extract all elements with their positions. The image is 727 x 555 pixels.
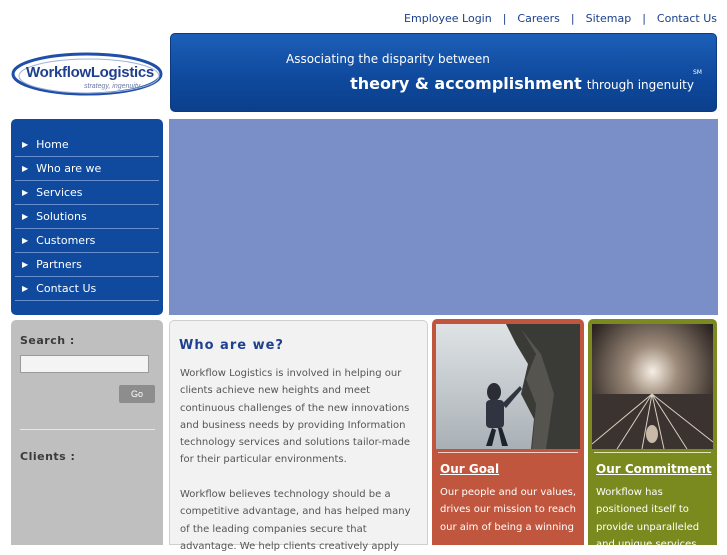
sidebar-item-services[interactable] — [15, 181, 159, 205]
banner-line-2 — [350, 74, 694, 93]
nav-separator: | — [642, 12, 646, 25]
our-commitment-link[interactable]: Our Commitment — [596, 462, 712, 476]
hero-image-area — [169, 119, 718, 315]
sidebar-item-customers[interactable] — [15, 229, 159, 253]
sidebar-item-who-are-we[interactable] — [15, 157, 159, 181]
sidebar-item-label: Contact Us — [36, 282, 97, 295]
go-button[interactable]: Go — [119, 385, 155, 403]
banner-line-1: Associating the disparity between — [286, 52, 490, 66]
sidebar-item-label: Services — [36, 186, 83, 199]
search-input[interactable] — [20, 355, 149, 373]
our-goal-text: Our people and our values, drives our mission to reach our aim of being a winning — [440, 487, 577, 533]
clients-label: Clients : — [20, 450, 76, 463]
sidebar-item-partners[interactable] — [15, 253, 159, 277]
sitemap-link[interactable]: Sitemap — [585, 12, 632, 25]
who-title: Who are we? — [179, 338, 284, 353]
our-goal-link[interactable]: Our Goal — [440, 462, 500, 476]
divider — [438, 452, 578, 453]
who-are-we-panel — [169, 320, 428, 552]
sidebar-item-label: Who are we — [36, 162, 102, 175]
divider — [20, 429, 155, 430]
sidebar-item-contact-us[interactable] — [15, 277, 159, 301]
arrow-right-icon: ▶ — [22, 236, 29, 245]
arrow-right-icon: ▶ — [22, 284, 29, 293]
careers-link[interactable]: Careers — [517, 12, 560, 25]
header-banner — [170, 33, 717, 112]
logo-tagline: strategy, ingenuity — [84, 83, 141, 90]
nav-separator: | — [502, 12, 507, 25]
sidebar-item-label: Partners — [36, 258, 82, 271]
sidebar-item-label: Solutions — [36, 210, 87, 223]
banner-emphasis: theory & accomplishment — [350, 74, 582, 93]
arrow-right-icon: ▶ — [22, 260, 29, 269]
road-photo — [592, 324, 713, 449]
our-commitment-text: Workflow has positioned itself to provide unparalleled and unique services — [596, 487, 700, 550]
search-panel — [11, 320, 163, 545]
service-mark: SM — [693, 69, 702, 76]
divider — [594, 452, 711, 453]
arrow-right-icon: ▶ — [22, 140, 29, 149]
our-commitment-card — [588, 319, 717, 550]
logo-name: WorkflowLogistics — [26, 64, 154, 81]
side-nav — [11, 119, 163, 315]
nav-separator: | — [570, 12, 575, 25]
top-nav — [404, 12, 717, 25]
search-label: Search : — [20, 334, 75, 347]
banner-suffix: through ingenuity — [586, 78, 694, 92]
sidebar-item-solutions[interactable] — [15, 205, 159, 229]
who-paragraph-2: Workflow believes technology should be a competitive advantage, and has helped many of the leading companies secure that advantage. We help clients creatively apply — [180, 489, 411, 552]
our-goal-card — [432, 319, 584, 545]
site-logo[interactable] — [11, 50, 166, 98]
arrow-right-icon: ▶ — [22, 212, 29, 221]
arrow-right-icon: ▶ — [22, 188, 29, 197]
sidebar-item-label: Home — [36, 138, 69, 151]
who-paragraph-1: Workflow Logistics is involved in helping our clients achieve new heights and meet continuous challenges of the new innovations and business needs by providing Information technology services and solutions tailor-made for their particular environments. — [180, 368, 411, 466]
climber-photo — [436, 324, 580, 449]
contact-us-link[interactable]: Contact Us — [656, 12, 717, 25]
sidebar-item-home[interactable] — [15, 133, 159, 157]
sidebar-item-label: Customers — [36, 234, 96, 247]
arrow-right-icon: ▶ — [22, 164, 29, 173]
employee-login-link[interactable]: Employee Login — [404, 12, 492, 25]
